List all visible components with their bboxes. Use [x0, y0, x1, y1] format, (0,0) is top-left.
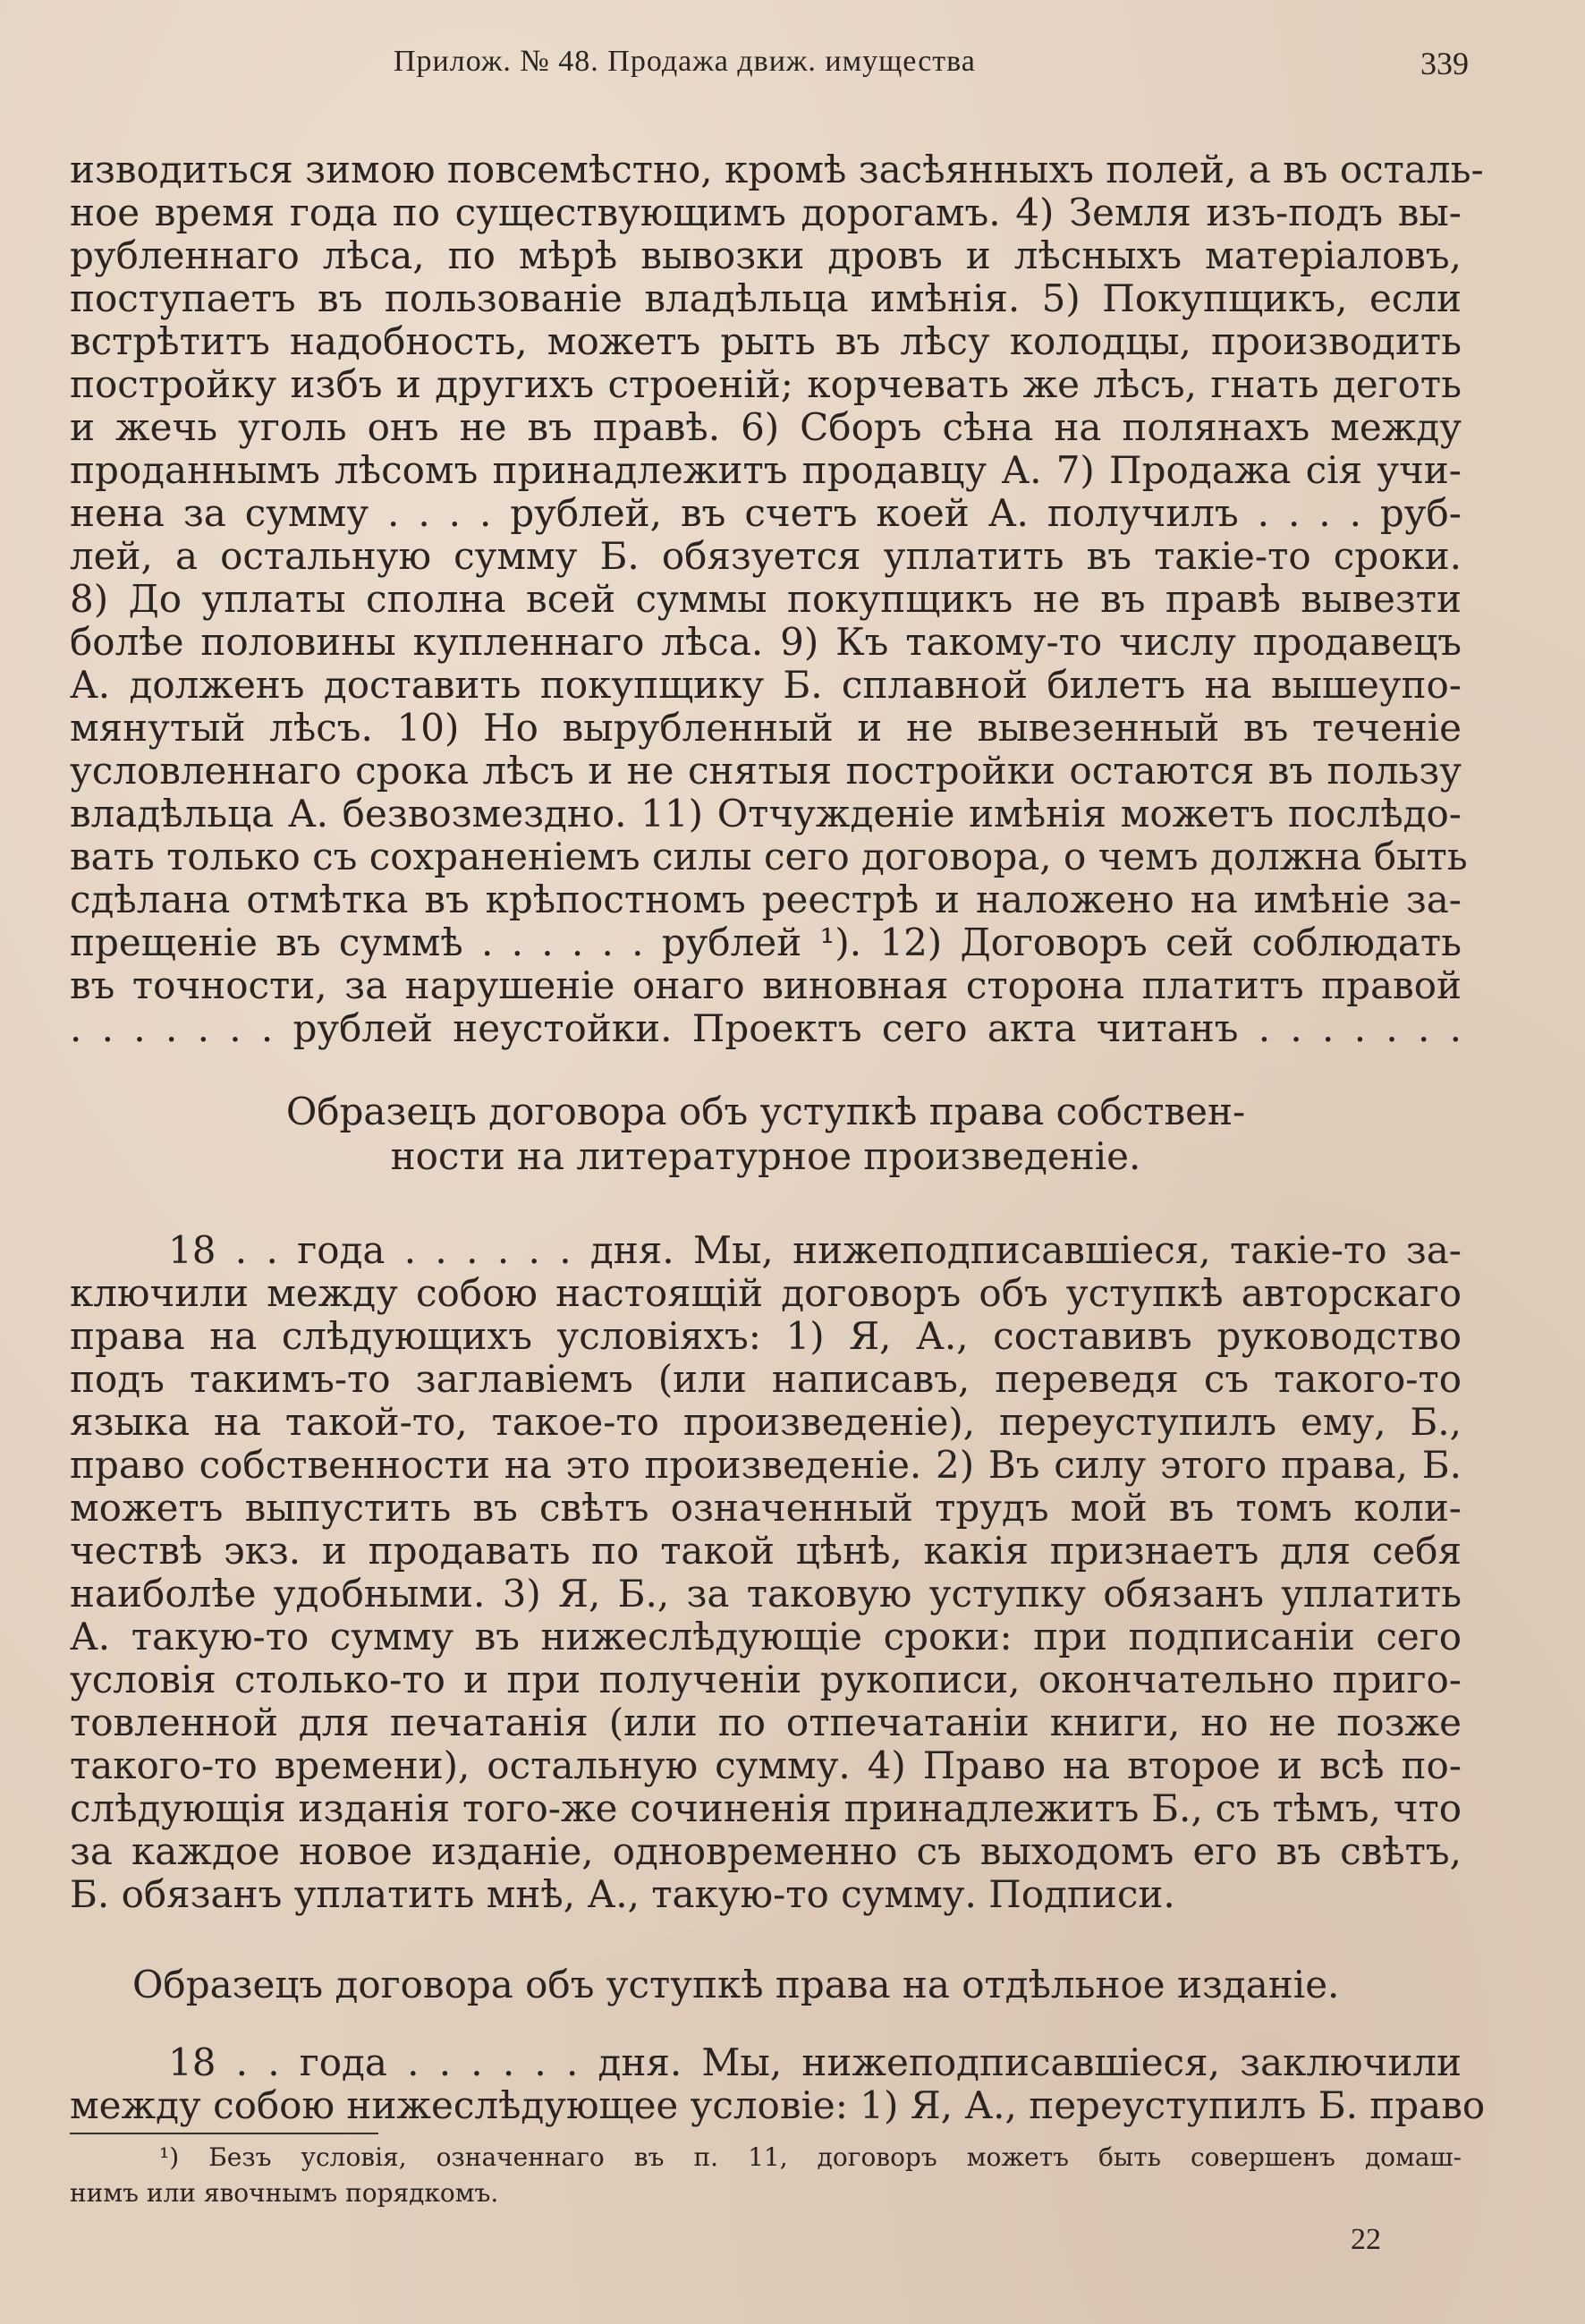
text-line: ключили между собою настоящій договоръ объ уступкѣ авторскаго: [70, 1271, 1462, 1315]
text-line: ное время года по существующимъ дорогамъ. 4) Земля изъ-подъ вы-: [70, 191, 1462, 234]
text-line: товленной для печатанія (или по отпечатаніи книги, но не позже: [70, 1701, 1462, 1744]
heading-line: Образецъ договора объ уступкѣ права на отдѣльное изданіе.: [132, 1963, 1340, 2006]
signature-mark: 22: [1351, 2223, 1381, 2256]
text-line: подъ такимъ-то заглавіемъ (или написавъ, переведя съ такого-то: [70, 1357, 1462, 1401]
heading-line: ности на литературное произведеніе.: [390, 1134, 1141, 1178]
text-line: языка на такой-то, такое-то произведеніе), переуступилъ ему, Б.,: [70, 1400, 1462, 1444]
text-line: чествѣ экз. и продавать по такой цѣнѣ, какія признаетъ для себя: [70, 1529, 1462, 1573]
footnote-line: нимъ или явочнымъ порядкомъ.: [70, 2178, 499, 2208]
text-line: лей, а остальную сумму Б. обязуется уплатить въ такіе-то сроки.: [70, 534, 1462, 578]
text-line: можетъ выпустить въ свѣтъ означенный трудъ мой въ томъ коли-: [70, 1486, 1462, 1530]
paragraph-2: [70, 1229, 1462, 1916]
section-heading-separate-edition: [70, 1963, 1462, 2007]
footnote-line: ¹) Безъ условія, означеннаго въ п. 11, договоръ можетъ быть совершенъ домаш-: [159, 2142, 1462, 2172]
footnote-rule: [70, 2133, 378, 2134]
text-line: изводиться зимою повсемѣстно, кромѣ засѣянныхъ полей, а въ осталь-: [70, 148, 1484, 191]
text-line: условленнаго срока лѣсъ и не снятыя постройки остаются въ пользу: [70, 749, 1462, 793]
text-line: права на слѣдующихъ условіяхъ: 1) Я, А., составивъ руководство: [70, 1314, 1462, 1358]
text-line: наиболѣе удобными. 3) Я, Б., за таковую уступку обязанъ уплатить: [70, 1572, 1462, 1616]
heading-line: Образецъ договора объ уступкѣ права собствен-: [285, 1090, 1246, 1133]
text-line: сдѣлана отмѣтка въ крѣпостномъ реестрѣ и наложено на имѣніе за-: [70, 878, 1462, 921]
section-heading-literary-work: [70, 1090, 1462, 1179]
running-head: Прилож. № 48. Продажа движ. имущества: [394, 45, 976, 78]
text-line: владѣльца А. безвозмездно. 11) Отчужденіе имѣнія можетъ послѣдо-: [70, 792, 1462, 835]
text-line: А. такую-то сумму въ нижеслѣдующіе сроки: при подписаніи сего: [70, 1615, 1462, 1658]
text-line: А. долженъ доставить покупщику Б. сплавной билетъ на вышеупо-: [70, 663, 1462, 707]
text-line: Б. обязанъ уплатить мнѣ, А., такую-то сумму. Подписи.: [70, 1872, 1175, 1916]
text-line: между собою нижеслѣдующее условіе: 1) Я, А., переуступилъ Б. право: [70, 2083, 1486, 2127]
text-line: проданнымъ лѣсомъ принадлежитъ продавцу А. 7) Продажа сія учи-: [70, 448, 1462, 492]
text-line: мянутый лѣсъ. 10) Но вырубленный и не вывезенный въ теченіе: [70, 706, 1462, 750]
text-line: за каждое новое изданіе, одновременно съ выходомъ его въ свѣтъ,: [70, 1829, 1462, 1873]
text-line: рубленнаго лѣса, по мѣрѣ вывозки дровъ и лѣсныхъ матеріаловъ,: [70, 233, 1462, 277]
text-line: вать только съ сохраненіемъ силы сего договора, о чемъ должна быть: [70, 835, 1468, 878]
text-line: право собственности на это произведеніе. 2) Въ силу этого права, Б.: [70, 1443, 1462, 1487]
text-line: . . . . . . . рублей неустойки. Проектъ сего акта читанъ . . . . . . .: [70, 1006, 1462, 1050]
text-line: встрѣтитъ надобность, можетъ рыть въ лѣсу колодцы, производить: [70, 319, 1462, 363]
text-line: 18 . . года . . . . . . дня. Мы, нижеподписавшіеся, заключили: [168, 2040, 1462, 2084]
text-line: поступаетъ въ пользованіе владѣльца имѣнія. 5) Покупщикъ, если: [70, 276, 1462, 320]
text-line: болѣе половины купленнаго лѣса. 9) Къ такому-то числу продавецъ: [70, 620, 1462, 664]
text-line: 18 . . года . . . . . . дня. Мы, нижеподписавшіеся, такіе-то за-: [168, 1228, 1462, 1272]
paragraph-1: [70, 148, 1484, 1050]
text-line: нена за сумму . . . . рублей, въ счетъ коей А. получилъ . . . . руб-: [70, 491, 1462, 535]
text-line: и жечь уголь онъ не въ правѣ. 6) Сборъ сѣна на полянахъ между: [70, 405, 1462, 449]
text-line: прещеніе въ суммѣ . . . . . . рублей ¹). 12) Договоръ сей соблюдать: [70, 920, 1462, 964]
page-number: 339: [1420, 46, 1469, 81]
footnote: [70, 2140, 1462, 2211]
paragraph-3: [70, 2040, 1486, 2127]
text-line: слѣдующія изданія того-же сочиненія принадлежитъ Б., съ тѣмъ, что: [70, 1786, 1462, 1830]
text-line: постройку избъ и другихъ строеній; корчевать же лѣсъ, гнать деготь: [70, 362, 1462, 406]
text-line: 8) До уплаты сполна всей суммы покупщикъ не въ правѣ вывезти: [70, 577, 1462, 621]
text-line: въ точности, за нарушеніе онаго виновная сторона платитъ правой: [70, 963, 1462, 1007]
text-line: такого-то времени), остальную сумму. 4) Право на второе и всѣ по-: [70, 1743, 1462, 1787]
text-line: условія столько-то и при полученіи рукописи, окончательно приго-: [70, 1658, 1462, 1701]
